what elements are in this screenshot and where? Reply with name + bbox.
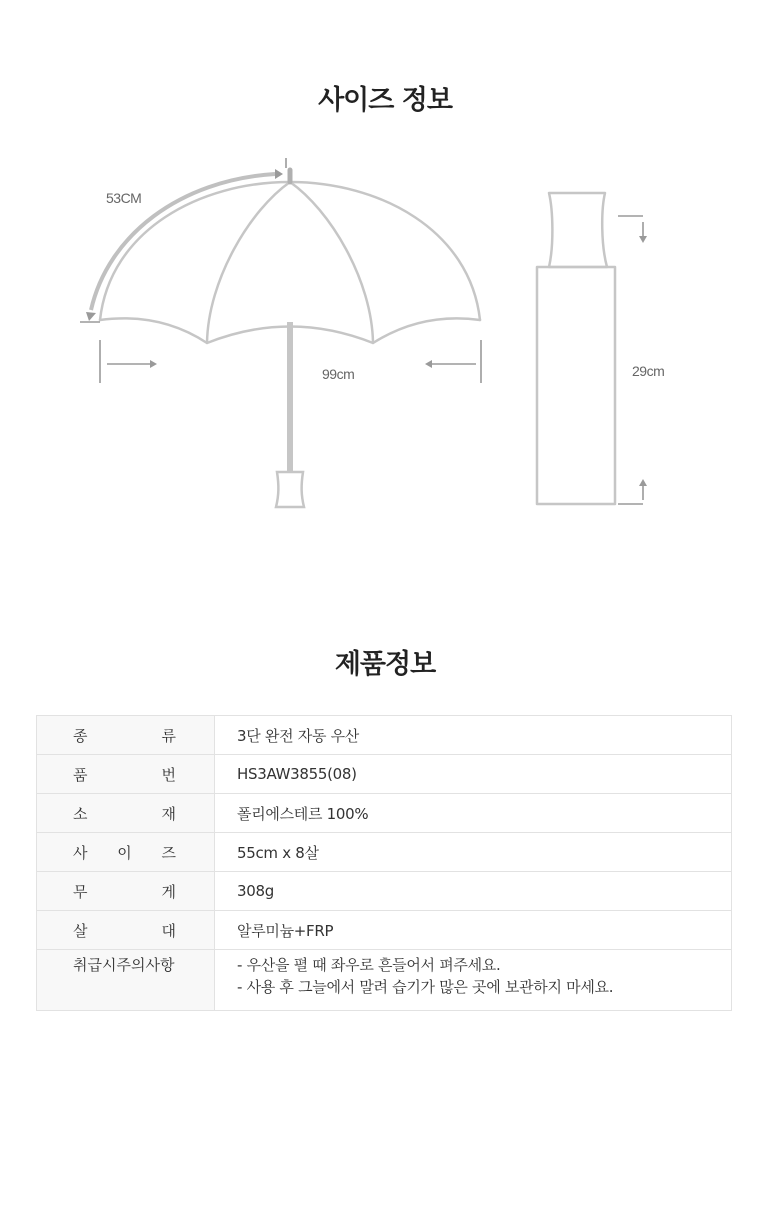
table-row — [37, 833, 732, 872]
row-key-char: 이 — [117, 843, 132, 862]
row-value-model-number: HS3AW3855(08) — [215, 755, 732, 794]
row-key-char: 소 — [73, 804, 88, 823]
row-key-char: 무 — [73, 882, 88, 901]
row-key-char: 류 — [161, 726, 176, 745]
table-row — [37, 911, 732, 950]
arc-length-label: 53CM — [106, 190, 142, 206]
row-key-char: 품 — [73, 765, 88, 784]
row-key-care: 취급시주의사항 — [73, 956, 175, 974]
canopy-rib-right — [290, 182, 373, 343]
width-arrow-head-right — [150, 360, 157, 368]
arc-arrow-head-top — [275, 169, 283, 179]
row-key-char: 종 — [73, 726, 88, 745]
row-value-weight: 308g — [215, 872, 732, 911]
product-spec-table — [36, 715, 732, 1011]
row-key-char: 사 — [73, 843, 88, 862]
umbrella-handle — [276, 472, 304, 507]
product-info-heading: 제품정보 — [334, 649, 436, 680]
canopy-dome — [100, 182, 480, 320]
row-key-char: 즈 — [161, 843, 176, 862]
table-row — [37, 950, 732, 1011]
row-value-material: 폴리에스테르 100% — [215, 794, 732, 833]
row-value-size: 55cm x 8살 — [215, 833, 732, 872]
table-row — [37, 872, 732, 911]
care-note: - 사용 후 그늘에서 말려 습기가 많은 곳에 보관하지 마세요. — [237, 978, 614, 996]
row-value-ribs: 알루미늄+FRP — [215, 911, 732, 950]
length-arrow-head-up — [639, 479, 647, 486]
row-key-char: 게 — [161, 882, 176, 901]
table-row — [37, 794, 732, 833]
canopy-rib-left — [207, 182, 290, 343]
size-info-heading: 사이즈 정보 — [318, 85, 452, 116]
care-note: - 우산을 펼 때 좌우로 흔들어서 펴주세요. — [237, 956, 501, 974]
folded-length-label: 29cm — [632, 363, 665, 379]
row-key-char: 대 — [161, 921, 176, 940]
row-key-char: 살 — [73, 921, 88, 940]
arc-arrow-head-bottom — [86, 312, 96, 321]
width-arrow-head-left — [425, 360, 432, 368]
row-key-char: 재 — [161, 804, 176, 823]
folded-umbrella-body — [537, 267, 615, 504]
length-arrow-head-down — [639, 236, 647, 243]
umbrella-size-diagram — [0, 150, 770, 520]
table-row — [37, 716, 732, 755]
row-value-type: 3단 완전 자동 우산 — [215, 716, 732, 755]
folded-umbrella-handle — [549, 193, 607, 267]
open-width-label: 99cm — [322, 366, 355, 382]
table-row — [37, 755, 732, 794]
row-key-char: 번 — [161, 765, 176, 784]
